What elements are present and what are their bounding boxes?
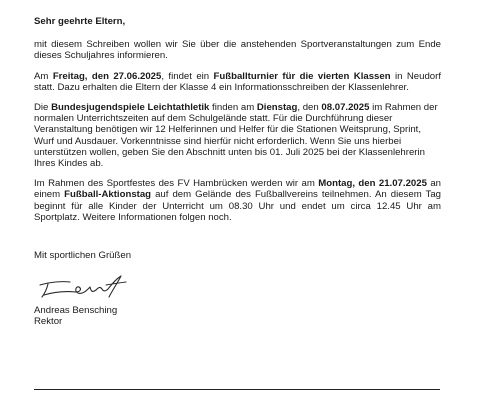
p3-text-2: an einem bbox=[34, 178, 441, 201]
p1-text-3: in Neudorf statt. Dazu erhalten die Eltern der Klasse 4 ein Informationsschreiben der Klassenlehrer. bbox=[34, 70, 441, 93]
salutation: Sehr geehrte Eltern, bbox=[34, 16, 126, 27]
sender-name: Andreas Bensching bbox=[34, 305, 118, 317]
p1-date: Freitag, den 27.06.2025 bbox=[52, 70, 162, 82]
p2-weekday: Dienstag bbox=[256, 102, 298, 114]
intro-paragraph: mit diesem Schreiben wollen wir Sie über die anstehenden Sportveranstaltungen zum Ende dieses Schuljahres informieren. bbox=[34, 39, 441, 62]
p2-text-2: finden am bbox=[209, 102, 257, 114]
p3-event: Fußball-Aktionstag bbox=[64, 189, 152, 201]
p2-text-3: , den bbox=[297, 102, 322, 114]
letter-body bbox=[34, 16, 441, 328]
football-tournament-paragraph bbox=[34, 71, 441, 93]
closing-line: Mit sportlichen Grüßen bbox=[34, 250, 132, 262]
p1-text-1: Am bbox=[34, 70, 53, 82]
p1-event: Fußballturnier für die vierten Klassen bbox=[213, 70, 391, 82]
football-day-paragraph bbox=[34, 178, 441, 223]
sender-title: Rektor bbox=[34, 316, 63, 328]
cut-line-divider bbox=[34, 389, 440, 390]
p2-date: 08.07.2025 bbox=[321, 102, 370, 114]
handwritten-signature bbox=[36, 273, 132, 301]
p2-event: Bundesjugendspiele Leichtathletik bbox=[51, 102, 210, 114]
p1-text-2: , findet ein bbox=[161, 70, 214, 82]
p3-text-3: auf dem Gelände des Fußballvereins teilnehmen. An diesem Tag beginnt für alle Kinder der Unterricht um 08.30 Uhr und endet um circa 12.45 Uhr am Sportplatz. Weitere Informationen folgen noch. bbox=[34, 189, 442, 223]
p2-text-1: Die bbox=[34, 102, 52, 114]
p2-text-4: im Rahmen der normalen Unterrichtszeiten auf dem Schulgelände statt. Für die Durchführung dieser Veranstaltung benötigen wir 12 Helferinnen und Helfer für die Stationen Weitsprung, Sprint, Wurf und Ausdauer. Vorkenntnisse sind hierfür nicht erforderlich. Wenn Sie uns hierbei unterstützen wollen, geben Sie den Abschnitt unten bis 01. Juli 2025 bei der Klassenlehrerin Ihres Kindes ab. bbox=[34, 102, 438, 170]
athletics-paragraph bbox=[34, 102, 441, 169]
p3-text-1: Im Rahmen des Sportfestes des FV Hambrücken werden wir am bbox=[34, 178, 319, 190]
p3-date: Montag, den 21.07.2025 bbox=[318, 178, 427, 190]
